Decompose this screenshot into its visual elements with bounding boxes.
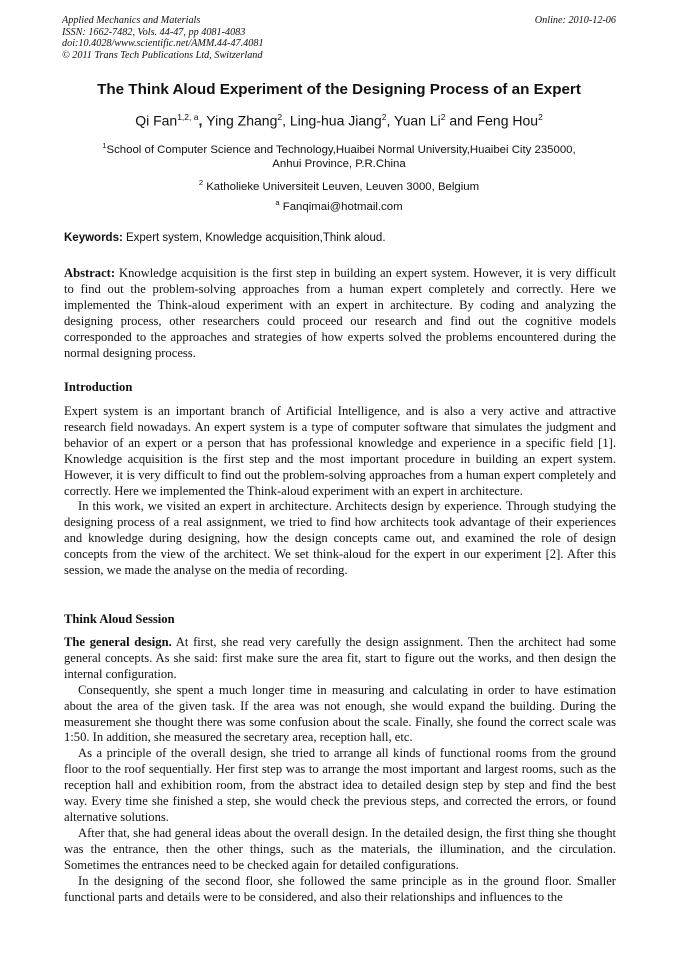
paragraph: Expert system is an important branch of Artificial Intelligence, and is also a very active and attractive research field nowadays. An expert system is a type of computer software that simulates the judgment and behavior of an expert or a person that has professional knowledge and experience in a specific field [1]. Knowledge acquisition is the first step and the most important procedure in building an expert system. However, it is very difficult to find out the problem-solving approaches from a human expert completely and correctly. Here we implemented the Think-aloud experiment with an expert in architecture. bbox=[64, 404, 616, 498]
author-name: Ying Zhang bbox=[206, 112, 278, 129]
author-name: Qi Fan bbox=[135, 112, 178, 129]
affiliation-sup: 1 bbox=[102, 141, 107, 150]
affiliation-2 bbox=[70, 176, 608, 194]
keywords-label: Keywords: bbox=[64, 232, 123, 244]
affiliation-text: School of Computer Science and Technology,Huaibei Normal University,Huaibei City 235000, bbox=[106, 143, 576, 156]
email-sup: a bbox=[275, 198, 280, 207]
author-list bbox=[40, 112, 638, 129]
author-separator: , bbox=[198, 112, 207, 129]
subsection-lead: The general design. bbox=[64, 635, 172, 649]
author-sup: 1,2, a bbox=[177, 112, 199, 122]
author-sup: 2 bbox=[440, 112, 446, 122]
online-date: Online: 2010-12-06 bbox=[534, 15, 616, 26]
abstract bbox=[64, 266, 616, 361]
author-email bbox=[70, 196, 608, 214]
author-sup: 2 bbox=[381, 112, 387, 122]
author-separator: , bbox=[282, 112, 290, 129]
paragraph: Consequently, she spent a much longer time in measuring and calculating in order to have estimation about the area of the given task. If the area was not enough, she would expand the building. During the measurement she thought there was some confusion about the scale. Finally, she found the correct scale was 1:50. In addition, she measured the secretary area, reception hall, etc. bbox=[64, 682, 616, 745]
copyright-line: © 2011 Trans Tech Publications Ltd, Switzerland bbox=[62, 49, 263, 61]
paragraph: After that, she had general ideas about the overall design. In the detailed design, the first thing she thought was the entrance, then the other things, such as the materials, the illumination, and the circulation. Sometimes the entrances need to be checked again for detailed configurations. bbox=[64, 825, 616, 872]
email-link[interactable]: Fanqimai@hotmail.com bbox=[282, 200, 403, 213]
paper-title: The Think Aloud Experiment of the Designing Process of an Expert bbox=[97, 81, 581, 98]
affiliation-text: Anhui Province, P.R.China bbox=[272, 157, 406, 170]
issn-line: ISSN: 1662-7482, Vols. 44-47, pp 4081-4083 bbox=[62, 26, 246, 38]
journal-name: Applied Mechanics and Materials bbox=[62, 15, 201, 26]
session-body bbox=[64, 635, 616, 905]
affiliation-1 bbox=[70, 139, 608, 171]
section-heading-think-aloud: Think Aloud Session bbox=[64, 612, 175, 626]
keywords bbox=[64, 232, 616, 244]
author-sup: 2 bbox=[538, 112, 543, 122]
section-heading-introduction: Introduction bbox=[64, 380, 133, 394]
paragraph: At first, she read very carefully the design assignment. Then the architect had some general concepts. As she said: first make sure the area fit, start to figure out the works, and then design the internal configuration. bbox=[64, 635, 616, 681]
paragraph: In this work, we visited an expert in architecture. Architects design by experience. Through studying the designing process of a real assignment, we tried to find how architects took advantage of their experiences and knowledge during designing, how the design concepts came out, and examined the role of design concepts from the view of the architect. We set think-aloud for the expert in our experiment [2]. After this session, we made the analyse on the media of recording. bbox=[64, 499, 616, 578]
author-separator: and bbox=[445, 112, 477, 129]
author-name: Yuan Li bbox=[394, 112, 441, 129]
author-separator: , bbox=[386, 112, 394, 129]
journal-header bbox=[62, 15, 616, 61]
author-name: Feng Hou bbox=[476, 112, 539, 129]
introduction-body bbox=[64, 404, 616, 579]
paragraph: As a principle of the overall design, she tried to arrange all kinds of functional rooms from the ground floor to the roof sequentially. Her first step was to arrange the most important and largest rooms, such as the reception hall and exhibition room, from the abstract idea to detailed design step by step and find the best way. Every time she finished a step, she would check the previous steps, and corrected the errors, or found alternative solutions. bbox=[64, 746, 616, 824]
keywords-text: Expert system, Knowledge acquisition,Think aloud. bbox=[122, 232, 386, 244]
author-name: Ling-hua Jiang bbox=[289, 112, 382, 129]
affiliation-sup: 2 bbox=[198, 178, 204, 187]
doi-line: doi:10.4028/www.scientific.net/AMM.44-47.4081 bbox=[62, 38, 264, 49]
affiliation-text: Katholieke Universiteit Leuven, Leuven 3000, Belgium bbox=[206, 180, 480, 193]
author-sup: 2 bbox=[277, 112, 283, 122]
abstract-label: Abstract: bbox=[64, 266, 116, 280]
paragraph: In the designing of the second floor, she followed the same principle as in the ground floor. Smaller functional parts and details were to be considered, and also their relationships and influences to the bbox=[64, 873, 616, 904]
abstract-text: Knowledge acquisition is the first step in building an expert system. However, it is very difficult to find out the problem-solving approaches from a human expert completely and correctly. Here we implemented the Think-aloud experiment with an expert in architecture. By coding and analyzing the designing process, other researchers could proceed our research and find out the cognitive models corresponded to the approaches and strategies of how experts solved the problems encountered during the normal designing process. bbox=[64, 266, 616, 360]
